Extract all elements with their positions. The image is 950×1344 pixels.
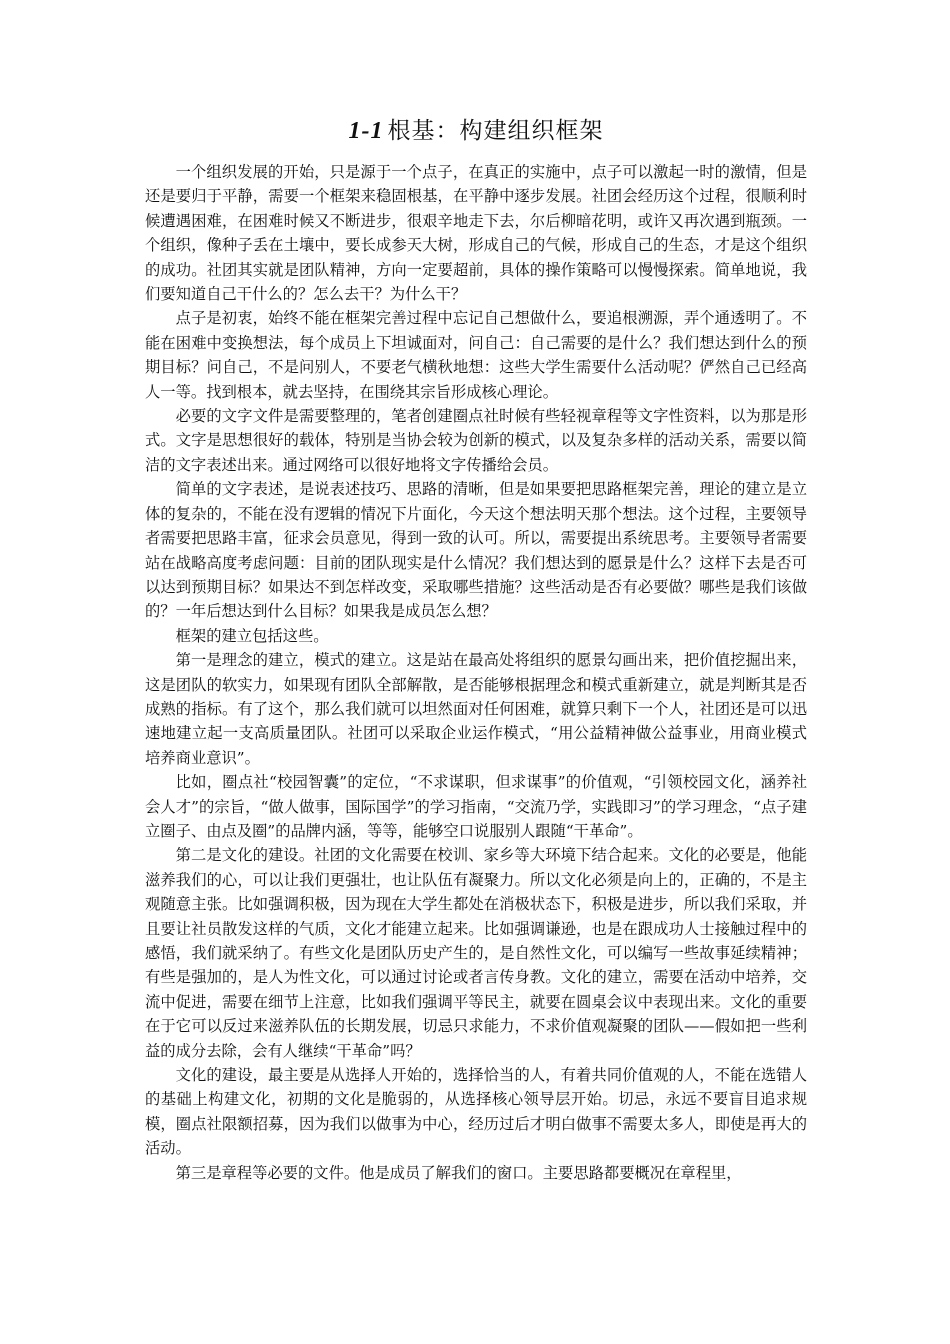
paragraph-10: 第三是章程等必要的文件。他是成员了解我们的窗口。主要思路都要概况在章程里，	[175, 1163, 742, 1182]
paragraph-7: 比如，圈点社“校园智囊”的定位，“不求谋职，但求谋事”的价值观，“引领校园文化，涵养社会人才”的宗旨，“做人做事，国际国学”的学习指南，“交流乃学，实践即习”的学习理念，“点子建立圈子、由点及圈”的品牌内涵，等等，能够空口说服别人跟随“干革命”。	[145, 773, 807, 840]
document-title	[145, 112, 807, 150]
section-number: 1-1	[348, 118, 384, 144]
paragraph-6: 第一是理念的建立，模式的建立。这是站在最高处将组织的愿景勾画出来，把价值挖掘出来，这是团队的软实力，如果现有团队全部解散，是否能够根据理念和模式重新建立，就是判断其是否成熟的指标。有了这个，那么我们就可以坦然面对任何困难，就算只剩下一个人，社团还是可以迅速地建立起一支高质量团队。社团可以采取企业运作模式，“用公益精神做公益事业，用商业模式培养商业意识”。	[145, 651, 807, 767]
paragraph-8: 第二是文化的建设。社团的文化需要在校训、家乡等大环境下结合起来。文化的必要是，他能滋养我们的心，可以让我们更强壮，也让队伍有凝聚力。所以文化必须是向上的，正确的，不是主观随意主张。比如强调积极，因为现在大学生都处在消极状态下，积极是进步，所以我们采取，并且要让社员散发这样的气质，文化才能建立起来。比如强调谦逊，也是在跟成功人士接触过程中的感悟，我们就采纳了。有些文化是团队历史产生的，是自然性文化，可以编写一些故事延续精神；有些是强加的，是人为性文化，可以通过讨论或者言传身教。文化的建立，需要在活动中培养，交流中促进，需要在细节上注意，比如我们强调平等民主，就要在圆桌会议中表现出来。文化的重要在于它可以反过来滋养队伍的长期发展，切忌只求能力，不求价值观凝聚的团队——假如把一些利益的成分去除，会有人继续“干革命”吗？	[145, 846, 807, 1060]
paragraph-4: 简单的文字表述，是说表述技巧、思路的清晰，但是如果要把思路框架完善，理论的建立是立体的复杂的，不能在没有逻辑的情况下片面化，今天这个想法明天那个想法。这个过程，主要领导者需要把思路丰富，征求会员意见，得到一致的认可。所以，需要提出系统思考。主要领导者需要站在战略高度考虑问题：目前的团队现实是什么情况？我们想达到的愿景是什么？这样下去是否可以达到预期目标？如果达不到怎样改变，采取哪些措施？这些活动是否有必要做？哪些是我们该做的？一年后想达到什么目标？如果我是成员怎么想？	[145, 480, 807, 621]
paragraph-9: 文化的建设，最主要是从选择人开始的，选择恰当的人，有着共同价值观的人，不能在选错人的基础上构建文化，初期的文化是脆弱的，从选择核心领导层开始。切忌，永远不要盲目追求规模，圈点社限额招募，因为我们以做事为中心，经历过后才明白做事不需要太多人，即使是再大的活动。	[145, 1066, 807, 1158]
document-page	[145, 112, 807, 1185]
section-title-text: 根基：构建组织框架	[387, 118, 604, 144]
paragraph-2: 点子是初衷，始终不能在框架完善过程中忘记自己想做什么，要追根溯源，弄个通透明了。不能在困难中变换想法，每个成员上下坦诚面对，问自己：自己需要的是什么？我们想达到什么的预期目标？问自己，不是问别人，不要老气横秋地想：这些大学生需要什么活动呢？俨然自己已经高人一等。找到根本，就去坚持，在围绕其宗旨形成核心理论。	[145, 309, 807, 401]
paragraph-1: 一个组织发展的开始，只是源于一个点子，在真正的实施中，点子可以激起一时的激情，但是还是要归于平静，需要一个框架来稳固根基，在平静中逐步发展。社团会经历这个过程，很顺利时候遭遇困难，在困难时候又不断进步，很艰辛地走下去，尔后柳暗花明，或许又再次遇到瓶颈。一个组织，像种子丢在土壤中，要长成参天大树，形成自己的气候，形成自己的生态，才是这个组织的成功。社团其实就是团队精神，方向一定要超前，具体的操作策略可以慢慢探索。简单地说，我们要知道自己干什么的？怎么去干？为什么干？	[145, 163, 807, 304]
paragraph-5: 框架的建立包括这些。	[175, 626, 329, 645]
paragraph-3: 必要的文字文件是需要整理的，笔者创建圈点社时候有些轻视章程等文字性资料，以为那是形式。文字是思想很好的载体，特别是当协会较为创新的模式，以及复杂多样的活动关系，需要以简洁的文字表述出来。通过网络可以很好地将文字传播给会员。	[145, 407, 807, 474]
